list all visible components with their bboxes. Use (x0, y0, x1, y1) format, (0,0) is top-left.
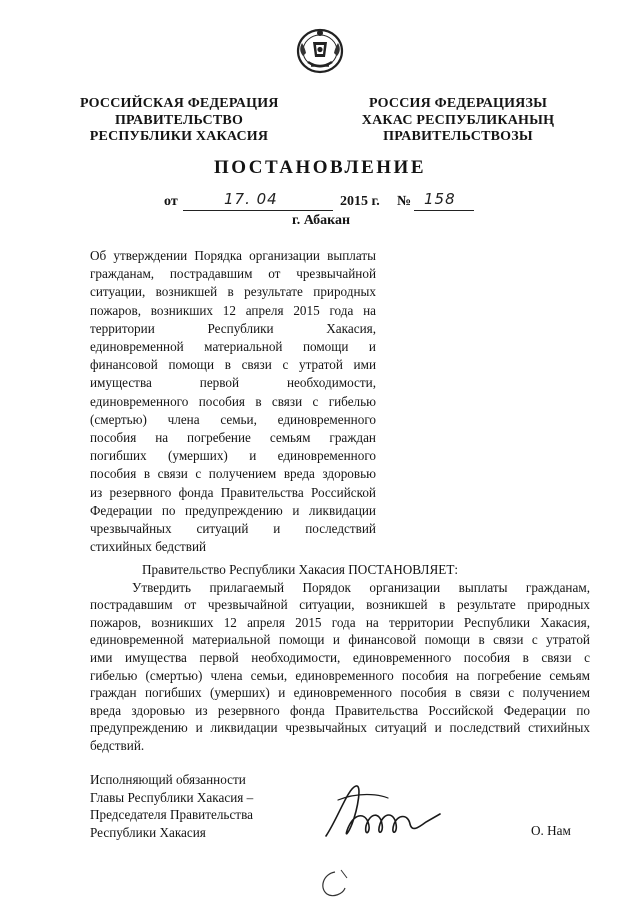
coat-of-arms-emblem-icon (289, 26, 351, 74)
resolution-intro: Правительство Республики Хакасия ПОСТАНОВЛЯЕТ: (142, 562, 459, 577)
header-right-line: ХАКАС РЕСПУБЛИКАНЫҢ (361, 112, 555, 128)
body-line: предупреждению и ликвидации чрезвычайных ситуаций и последствий стихийных (90, 720, 590, 736)
subject-line: гражданам, пострадавшим от чрезвычайной (90, 266, 376, 282)
position-line: Главы Республики Хакасия – (90, 789, 254, 805)
subject-line: (смертью) члена семьи, единовременного (90, 411, 376, 427)
position-line: Республики Хакасия (90, 824, 206, 840)
handwritten-mark-icon (313, 866, 357, 900)
subject-line: стихийных бедствий (90, 539, 207, 555)
subject-line: единовременного пособия в связи с гибелью (90, 393, 376, 409)
header-left-block (80, 96, 278, 146)
date-underline (183, 210, 333, 211)
header-right-line: ПРАВИТЕЛЬСТВОЗЫ (383, 129, 533, 144)
body-line: единовременной материальной помощи и финансовой помощи в связи с утратой (90, 632, 590, 648)
resolution-body (90, 561, 590, 755)
body-line: граждан погибших (умерших) и единовременного пособия в связи с получением (90, 685, 590, 701)
subject-block (90, 247, 376, 556)
header-left-line: ПРАВИТЕЛЬСТВО (114, 112, 244, 128)
body-line: пострадавшим от чрезвычайной ситуации, возникшей в результате природных (90, 597, 590, 613)
position-line: Председателя Правительства (90, 807, 253, 823)
body-line: бедствий. (90, 737, 145, 753)
subject-line: Федерации по предупреждению и ликвидации (90, 502, 376, 518)
handwritten-signature-icon (318, 778, 448, 850)
body-line: Утвердить прилагаемый Порядок организации выплаты гражданам, (132, 579, 590, 595)
signatory-name: О. Нам (531, 823, 571, 838)
number-underline (414, 210, 474, 211)
subject-line: чрезвычайных ситуаций и последствий (90, 521, 376, 537)
body-line: ими имущества первой необходимости, единовременного пособия в связи с (90, 649, 590, 665)
subject-line: пособия на погребение семьям граждан (90, 430, 376, 446)
date-handwritten: 17. 04 (224, 190, 278, 208)
body-line: вреда здоровью из резервного фонда Правительства Российской Федерации по (90, 702, 590, 718)
subject-line: из резервного фонда Правительства Российской (90, 484, 376, 500)
year-label: 2015 г. (340, 194, 380, 209)
subject-line: финансовой помощи в связи с утратой ими (90, 357, 376, 373)
subject-line: единовременной материальной помощи и (90, 339, 376, 355)
subject-line: погибших (умерших) и единовременного (90, 448, 376, 464)
subject-line: пожаров, возникших 12 апреля 2015 года на (90, 302, 376, 318)
header-right-block (358, 96, 558, 146)
number-handwritten: 158 (424, 190, 456, 208)
subject-line: имущества первой необходимости, (90, 375, 376, 391)
signatory-position (90, 771, 253, 841)
subject-line: территории Республики Хакасия, (90, 320, 376, 336)
subject-line: Об утверждении Порядка организации выплаты (90, 248, 376, 263)
body-line: пожаров, возникших 12 апреля 2015 года на территории Республики Хакасия, (90, 614, 590, 630)
header-right-line: РОССИЯ ФЕДЕРАЦИЯЗЫ (368, 96, 548, 111)
header-left-line: РОССИЙСКАЯ ФЕДЕРАЦИЯ (80, 96, 279, 111)
body-line: гибелью (смертью) члена семьи, единовременного пособия на погребение семьям (90, 667, 590, 683)
date-prefix: от (164, 194, 178, 209)
city-label: г. Абакан (292, 213, 351, 228)
header-left-line: РЕСПУБЛИКИ ХАКАСИЯ (89, 129, 269, 144)
position-line: Исполняющий обязанности (90, 772, 246, 787)
document-title: ПОСТАНОВЛЕНИЕ (213, 157, 427, 178)
subject-line: пособия в связи с получением вреда здоровью (90, 466, 376, 482)
subject-line: ситуации, возникшей в результате природных (90, 284, 376, 300)
number-prefix: № (397, 194, 412, 209)
